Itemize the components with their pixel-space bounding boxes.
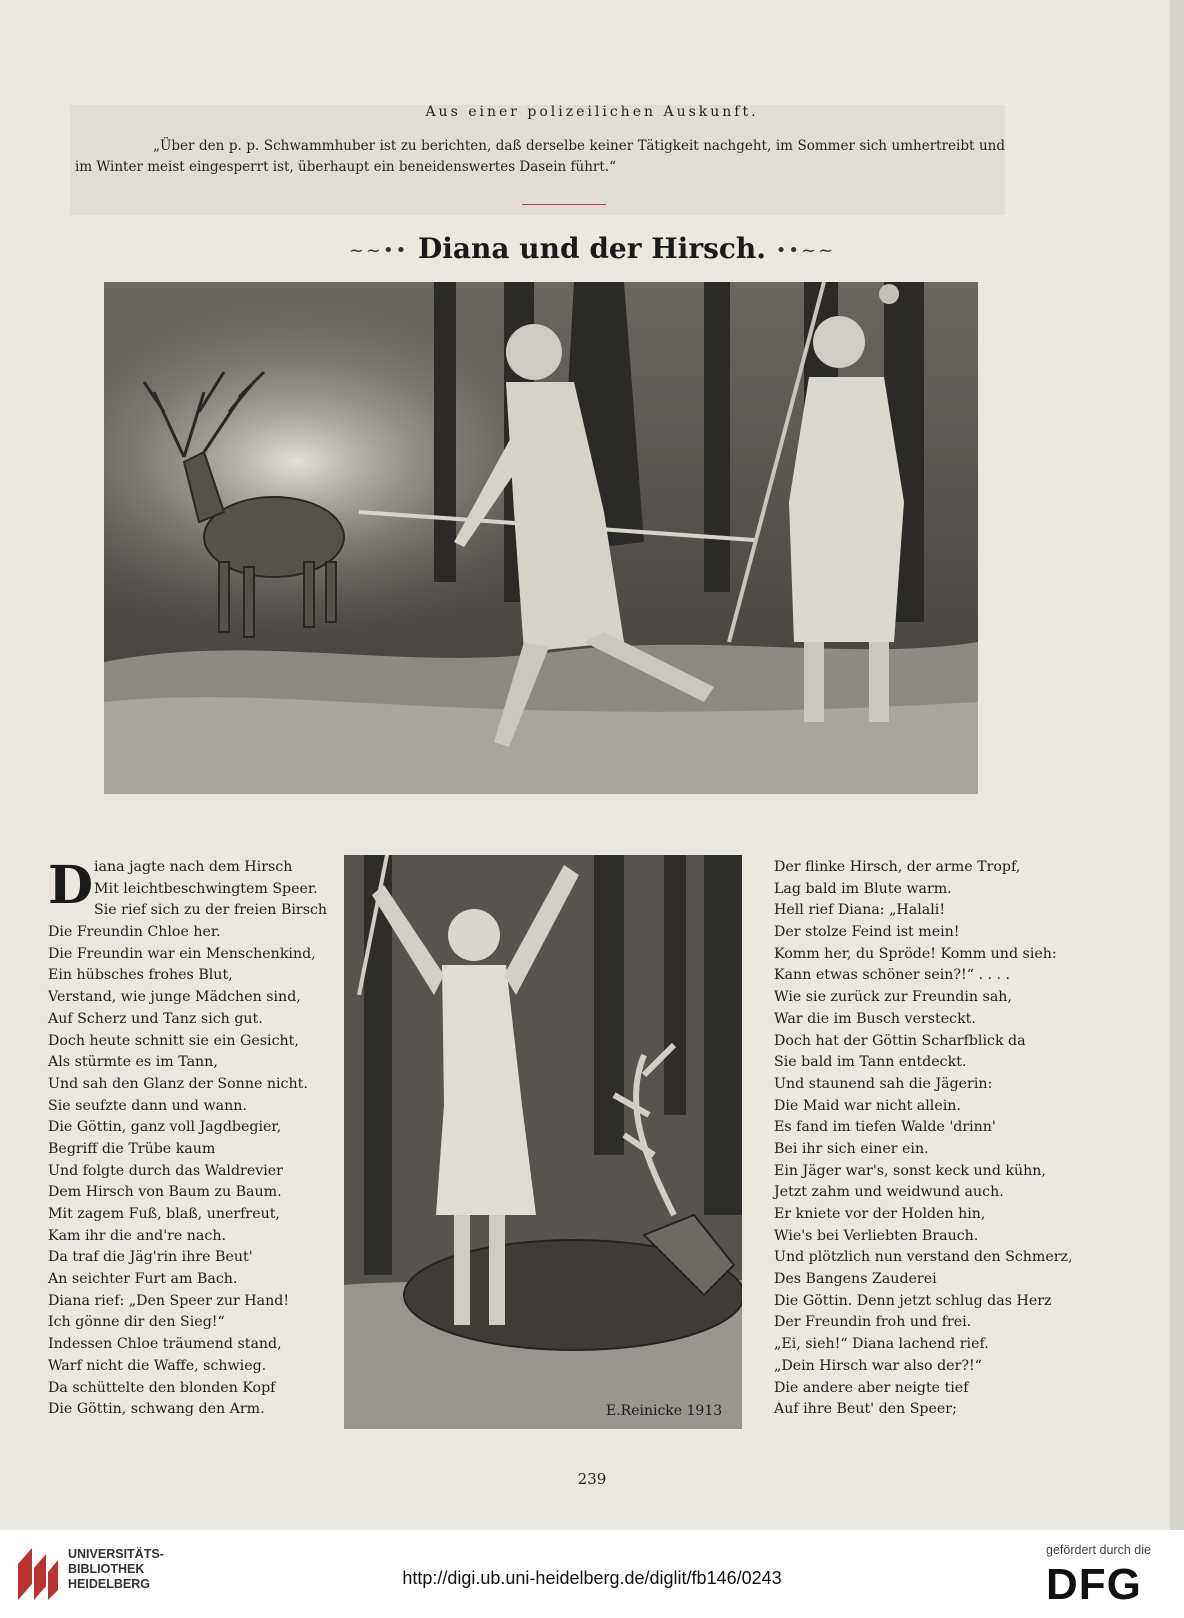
- poem-line: Und sah den Glanz der Sonne nicht.: [48, 1075, 308, 1092]
- poem-line: Wie sie zurück zur Freundin sah,: [774, 989, 1012, 1006]
- poem-line: Dem Hirsch von Baum zu Baum.: [48, 1184, 282, 1201]
- poem-line: Lag bald im Blute warm.: [774, 880, 952, 897]
- poem-line: Jetzt zahm und weidwund auch.: [774, 1184, 1004, 1201]
- poem-line: Begriff die Trübe kaum: [48, 1140, 216, 1157]
- dfg-logo: DFG: [1046, 1560, 1142, 1609]
- poem-line: Hell rief Diana: „Halali!: [774, 902, 946, 919]
- poem-line: „Dein Hirsch war also der?!“: [774, 1357, 982, 1374]
- poem-line: Da schüttelte den blonden Kopf: [48, 1379, 276, 1396]
- poem-line: Als stürmte es im Tann,: [48, 1054, 218, 1071]
- poem-line: Diana rief: „Den Speer zur Hand!: [48, 1292, 290, 1309]
- police-report-quote: „Über den p. p. Schwammhuber ist zu berichten, daß derselbe keiner Tätigkeit nachgeht, im Sommer sich umhertreibt und im Winter meist eingesperrt ist, überhaupt ein beneidenswertes Dasein führt.“: [75, 138, 1005, 175]
- poem-line: Die Freundin Chloe her.: [48, 924, 221, 941]
- page-number: 239: [577, 1470, 607, 1488]
- funded-by-label: gefördert durch die: [1046, 1543, 1151, 1557]
- poem-line: Komm her, du Spröde! Komm und sieh:: [774, 945, 1057, 962]
- poem-line: Der stolze Feind ist mein!: [774, 924, 960, 941]
- poem-line: Es fand im tiefen Walde 'drinn': [774, 1119, 996, 1136]
- poem-line: Die Maid war nicht allein.: [774, 1097, 961, 1114]
- poem-left-column: [48, 857, 338, 1421]
- illustration-diana-triumphant: [344, 855, 742, 1429]
- institution-line: HEIDELBERG: [68, 1577, 150, 1591]
- poem-line: Kann etwas schöner sein?!“ . . . .: [774, 967, 1011, 984]
- poem-line: Ein Jäger war's, sonst keck und kühn,: [774, 1162, 1046, 1179]
- poem-line: Er kniete vor der Holden hin,: [774, 1206, 986, 1222]
- illustration-hunt-svg: [104, 282, 978, 794]
- poem-line: Kam ihr die and're nach.: [48, 1227, 226, 1244]
- scan-edge: [1170, 0, 1184, 1530]
- poem-line: Und folgte durch das Waldrevier: [48, 1162, 283, 1179]
- poem-line: Und staunend sah die Jägerin:: [774, 1075, 993, 1092]
- poem-line: Die Freundin war ein Menschenkind,: [48, 945, 316, 962]
- section-title: Aus einer polizeilichen Auskunft.: [425, 104, 759, 120]
- poem-title: Diana und der Hirsch.: [417, 232, 766, 265]
- poem-line: Verstand, wie junge Mädchen sind,: [48, 989, 301, 1006]
- source-url-link[interactable]: http://digi.ub.uni-heidelberg.de/diglit/fb146/0243: [402, 1568, 782, 1588]
- poem-line: Sie bald im Tann entdeckt.: [774, 1054, 967, 1071]
- poem-line: Die andere aber neigte tief: [774, 1379, 969, 1396]
- illustration-diana-hunting: [104, 282, 978, 794]
- poem-line: Ich gönne dir den Sieg!“: [48, 1314, 225, 1331]
- drop-cap: D: [48, 855, 94, 916]
- poem-line: Auf ihre Beut' den Speer;: [774, 1401, 957, 1418]
- poem-line: An seichter Furt am Bach.: [48, 1271, 238, 1288]
- poem-line: War die im Busch versteckt.: [774, 1010, 976, 1027]
- artist-signature: E.Reinicke 1913: [606, 1403, 723, 1419]
- poem-line: Da traf die Jäg'rin ihre Beut': [48, 1249, 253, 1266]
- institution-line: UNIVERSITÄTS-: [68, 1547, 164, 1561]
- poem-line: Mit leichtbeschwingtem Speer.: [94, 880, 318, 897]
- poem-line: Bei ihr sich einer ein.: [774, 1140, 929, 1157]
- divider-rule: [522, 204, 606, 205]
- ornament-right: ••~~: [775, 240, 836, 261]
- poem-line: Sie rief sich zu der freien Birsch: [94, 902, 328, 919]
- poem-line: „Ei, sieh!“ Diana lachend rief.: [774, 1336, 989, 1353]
- ornament-left: ~~••: [348, 240, 409, 261]
- poem-line: Warf nicht die Waffe, schwieg.: [48, 1357, 267, 1374]
- poem-line: Die Göttin. Denn jetzt schlug das Herz: [774, 1292, 1052, 1309]
- poem-line: Und plötzlich nun verstand den Schmerz,: [774, 1249, 1073, 1266]
- poem-line: Doch heute schnitt sie ein Gesicht,: [48, 1032, 299, 1049]
- poem-line: Mit zagem Fuß, blaß, unerfreut,: [48, 1206, 280, 1222]
- poem-line: Ein hübsches frohes Blut,: [48, 967, 233, 984]
- poem-title-row: [0, 232, 1184, 265]
- poem-line: iana jagte nach dem Hirsch: [94, 859, 293, 875]
- poem-line: Die Göttin, schwang den Arm.: [48, 1401, 265, 1418]
- poem-line: Sie seufzte dann und wann.: [48, 1097, 247, 1114]
- poem-line: Die Göttin, ganz voll Jagdbegier,: [48, 1119, 282, 1136]
- poem-line: Wie's bei Verliebten Brauch.: [774, 1227, 979, 1244]
- poem-line: Doch hat der Göttin Scharfblick da: [774, 1032, 1026, 1049]
- poem-line: Des Bangens Zauderei: [774, 1271, 937, 1288]
- institution-line: BIBLIOTHEK: [68, 1562, 145, 1576]
- poem-line: Indessen Chloe träumend stand,: [48, 1336, 282, 1353]
- poem-line: Der flinke Hirsch, der arme Tropf,: [774, 859, 1021, 875]
- poem-line: Auf Scherz und Tanz sich gut.: [48, 1010, 263, 1027]
- illustration-triumph-svg: [344, 855, 742, 1429]
- poem-line: Der Freundin froh und frei.: [774, 1314, 972, 1331]
- poem-right-column: [774, 857, 1073, 1421]
